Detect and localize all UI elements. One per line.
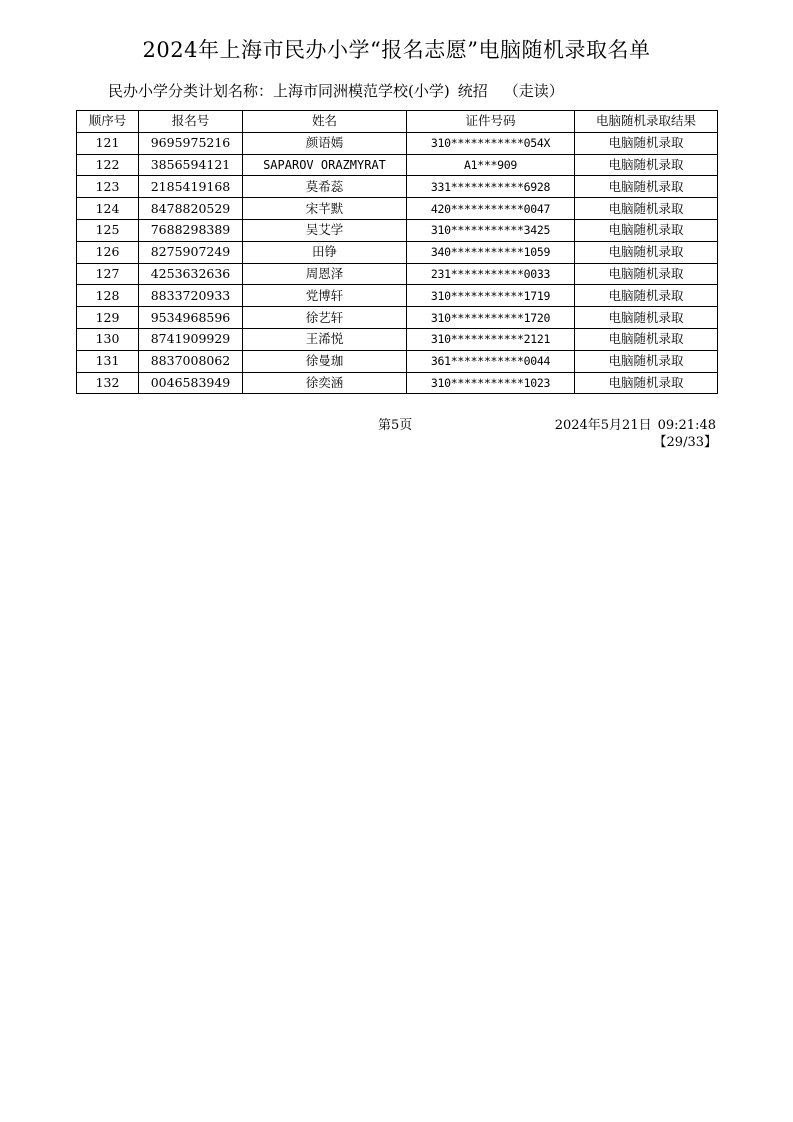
cell-name: 党博轩: [243, 285, 407, 307]
cell-result: 电脑随机录取: [575, 328, 718, 350]
cell-seq: 127: [77, 263, 139, 285]
cell-reg-no: 8275907249: [139, 241, 243, 263]
print-time: 09:21:48: [657, 418, 716, 433]
cell-result: 电脑随机录取: [575, 350, 718, 372]
cell-result: 电脑随机录取: [575, 241, 718, 263]
cell-id-number: 231***********0033: [407, 263, 575, 285]
cell-id-number: 310***********1719: [407, 285, 575, 307]
admission-results-table: [76, 110, 718, 394]
cell-seq: 124: [77, 198, 139, 220]
table-row: [77, 350, 718, 372]
cell-id-number: 310***********1720: [407, 307, 575, 329]
table-body: [77, 132, 718, 394]
page-count: 【29/33】: [653, 435, 717, 450]
table-row: [77, 328, 718, 350]
table-row: [77, 176, 718, 198]
cell-seq: 131: [77, 350, 139, 372]
cell-id-number: 310***********1023: [407, 372, 575, 394]
cell-name: 徐奕涵: [243, 372, 407, 394]
cell-result: 电脑随机录取: [575, 372, 718, 394]
cell-reg-no: 8837008062: [139, 350, 243, 372]
cell-reg-no: 9534968596: [139, 307, 243, 329]
cell-seq: 125: [77, 219, 139, 241]
plan-name-line: [108, 80, 564, 101]
table-row: [77, 307, 718, 329]
cell-seq: 128: [77, 285, 139, 307]
header-seq: 顺序号: [77, 111, 139, 133]
plan-label: 民办小学分类计划名称：上海市同洲模范学校(小学): [108, 82, 450, 100]
table-row: [77, 198, 718, 220]
cell-name: 莫希蕊: [243, 176, 407, 198]
cell-result: 电脑随机录取: [575, 132, 718, 154]
cell-result: 电脑随机录取: [575, 219, 718, 241]
cell-id-number: 340***********1059: [407, 241, 575, 263]
cell-seq: 132: [77, 372, 139, 394]
table-row: [77, 241, 718, 263]
table-row: [77, 372, 718, 394]
cell-seq: 122: [77, 154, 139, 176]
cell-reg-no: 8741909929: [139, 328, 243, 350]
cell-id-number: 420***********0047: [407, 198, 575, 220]
cell-id-number: 310***********3425: [407, 219, 575, 241]
cell-reg-no: 2185419168: [139, 176, 243, 198]
cell-name: 王浠悦: [243, 328, 407, 350]
cell-seq: 121: [77, 132, 139, 154]
cell-result: 电脑随机录取: [575, 285, 718, 307]
table-row: [77, 285, 718, 307]
cell-reg-no: 3856594121: [139, 154, 243, 176]
cell-seq: 130: [77, 328, 139, 350]
cell-reg-no: 9695975216: [139, 132, 243, 154]
cell-seq: 123: [77, 176, 139, 198]
cell-name: 徐曼珈: [243, 350, 407, 372]
header-id-number: 证件号码: [407, 111, 575, 133]
cell-id-number: A1***909: [407, 154, 575, 176]
cell-name: 田铮: [243, 241, 407, 263]
cell-result: 电脑随机录取: [575, 307, 718, 329]
cell-seq: 126: [77, 241, 139, 263]
page-number: 第5页: [378, 418, 413, 433]
cell-reg-no: 7688298389: [139, 219, 243, 241]
cell-result: 电脑随机录取: [575, 198, 718, 220]
table-row: [77, 132, 718, 154]
cell-name: 吴艾学: [243, 219, 407, 241]
cell-id-number: 361***********0044: [407, 350, 575, 372]
cell-reg-no: 8833720933: [139, 285, 243, 307]
table-row: [77, 154, 718, 176]
cell-name: SAPAROV ORAZMYRAT: [243, 154, 407, 176]
table-row: [77, 219, 718, 241]
cell-id-number: 310***********2121: [407, 328, 575, 350]
cell-seq: 129: [77, 307, 139, 329]
table-row: [77, 263, 718, 285]
plan-category: 统招: [457, 82, 488, 100]
cell-name: 颜语嫣: [243, 132, 407, 154]
cell-reg-no: 0046583949: [139, 372, 243, 394]
cell-result: 电脑随机录取: [575, 176, 718, 198]
document-title: 2024年上海市民办小学“报名志愿”电脑随机录取名单: [142, 38, 651, 62]
cell-result: 电脑随机录取: [575, 263, 718, 285]
print-date: 2024年5月21日: [554, 418, 652, 433]
cell-result: 电脑随机录取: [575, 154, 718, 176]
cell-id-number: 331***********6928: [407, 176, 575, 198]
cell-reg-no: 8478820529: [139, 198, 243, 220]
cell-name: 周恩泽: [243, 263, 407, 285]
header-result: 电脑随机录取结果: [575, 111, 718, 133]
header-reg-no: 报名号: [139, 111, 243, 133]
table-header-row: [77, 111, 718, 133]
cell-name: 徐艺轩: [243, 307, 407, 329]
cell-name: 宋芊默: [243, 198, 407, 220]
plan-type: （走读）: [503, 82, 564, 100]
cell-reg-no: 4253632636: [139, 263, 243, 285]
header-name: 姓名: [243, 111, 407, 133]
cell-id-number: 310***********054X: [407, 132, 575, 154]
